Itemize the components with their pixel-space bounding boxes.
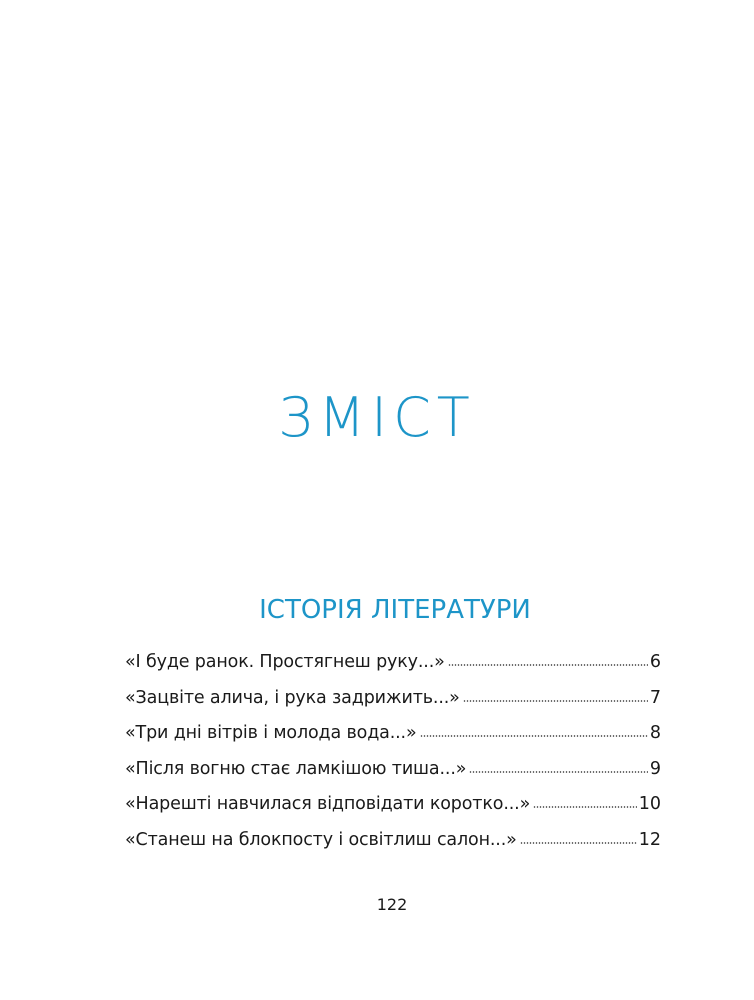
toc-entry-page: 6	[649, 652, 661, 672]
dot-leader	[420, 735, 648, 737]
toc-entry-title: «Станеш на блокпосту і освітлиш салон...»	[125, 829, 517, 850]
dot-leader	[520, 842, 637, 844]
toc-entry	[125, 823, 661, 859]
toc-entry	[125, 681, 661, 717]
dot-leader	[533, 806, 637, 808]
dot-leader	[469, 771, 648, 773]
toc-entry-page: 7	[649, 687, 661, 708]
toc-entry	[125, 716, 661, 752]
toc-entry-title: «І буде ранок. Простягнеш руку...»	[125, 652, 445, 672]
toc-entry-page: 9	[649, 758, 661, 779]
page-number: 122	[376, 895, 408, 914]
table-of-contents	[125, 645, 661, 858]
toc-entry-title: «Зацвіте алича, і рука задрижить...»	[125, 687, 460, 708]
toc-entry-page: 8	[649, 723, 661, 743]
toc-entry-page: 12	[638, 829, 661, 850]
dot-leader	[448, 664, 648, 666]
toc-entry	[125, 752, 661, 788]
toc-entry-page: 10	[638, 794, 661, 814]
dot-leader	[463, 700, 648, 702]
toc-entry	[125, 787, 661, 823]
toc-entry-title: «Три дні вітрів і молода вода...»	[125, 723, 417, 743]
toc-entry-title: «Нарешті навчилася відповідати коротко...»	[125, 794, 531, 814]
page-title: ЗМІСТ	[278, 386, 476, 450]
toc-entry-title: «Після вогню стає ламкішою тиша...»	[125, 758, 467, 779]
toc-entry	[125, 645, 661, 681]
section-title: ІСТОРІЯ ЛІТЕРАТУРИ	[259, 594, 531, 625]
